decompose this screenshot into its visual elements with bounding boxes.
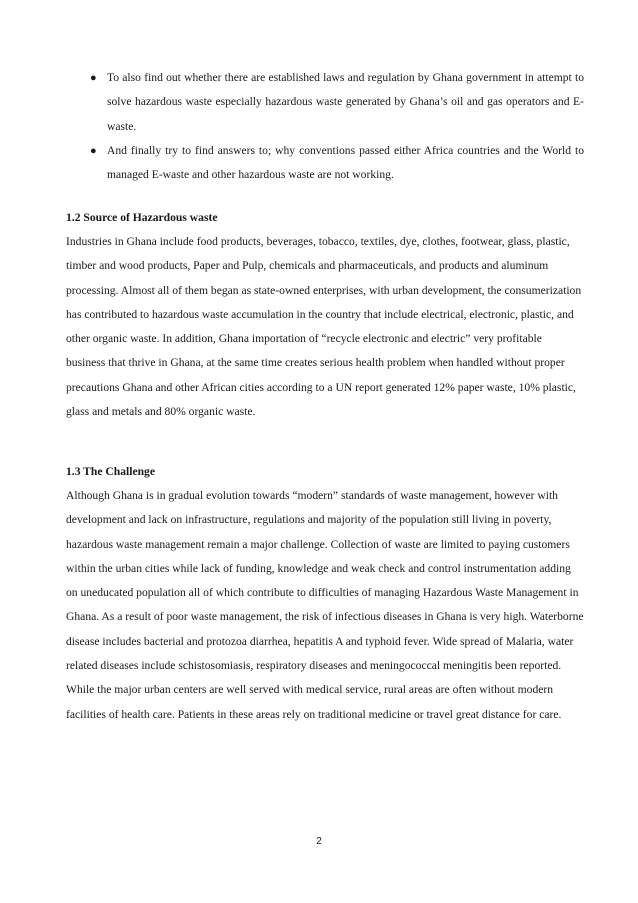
bullet-text: To also find out whether there are established laws and regulation by Ghana government in attempt to solve hazardous waste especially hazardous waste generated by Ghana’s oil and gas operators and E-waste.: [107, 71, 584, 133]
bullet-dot-icon: ●: [90, 144, 97, 157]
objectives-bullet-list: [66, 66, 584, 187]
bullet-item: [66, 66, 584, 139]
section-the-challenge: [66, 460, 584, 727]
section-paragraph: Although Ghana is in gradual evolution towards “modern” standards of waste management, however with development and lack on infrastructure, regulations and majority of the population still living in poverty, hazardous waste management remain a major challenge. Collection of waste are limited to paying customers within the urban cities while lack of funding, knowledge and weak check and control instrumentation adding on uneducated population all of which contribute to difficulties of managing Hazardous Waste Management in Ghana. As a result of poor waste management, the risk of infectious diseases in Ghana is very high. Waterborne disease includes bacterial and protozoa diarrhea, hepatitis A and typhoid fever. Wide spread of Malaria, water related diseases include schistosomiasis, respiratory diseases and meningococcal meningitis been reported. While the major urban centers are well served with medical service, rural areas are often without modern facilities of health care. Patients in these areas rely on traditional medicine or travel great distance for care.: [66, 489, 584, 721]
bullet-text: And finally try to find answers to; why conventions passed either Africa countries and the World to managed E-waste and other hazardous waste are not working.: [107, 143, 584, 182]
section-source-of-hazardous-waste: [66, 206, 584, 424]
page-number: 2: [316, 836, 322, 847]
section-heading: 1.2 Source of Hazardous waste: [66, 211, 218, 224]
bullet-item: [66, 139, 584, 188]
section-paragraph: Industries in Ghana include food products, beverages, tobacco, textiles, dye, clothes, footwear, glass, plastic, timber and wood products, Paper and Pulp, chemicals and pharmaceuticals, and products and aluminum processing. Almost all of them began as state-owned enterprises, with urban development, the consumerization has contributed to hazardous waste accumulation in the country that include electrical, electronic, plastic, and other organic waste. In addition, Ghana importation of “recycle electronic and electric” very profitable business that thrive in Ghana, at the same time creates serious health problem when handled without proper precautions Ghana and other African cities according to a UN report generated 12% paper waste, 10% plastic, glass and metals and 80% organic waste.: [66, 235, 582, 419]
section-heading: 1.3 The Challenge: [66, 465, 156, 478]
bullet-dot-icon: ●: [90, 72, 97, 84]
